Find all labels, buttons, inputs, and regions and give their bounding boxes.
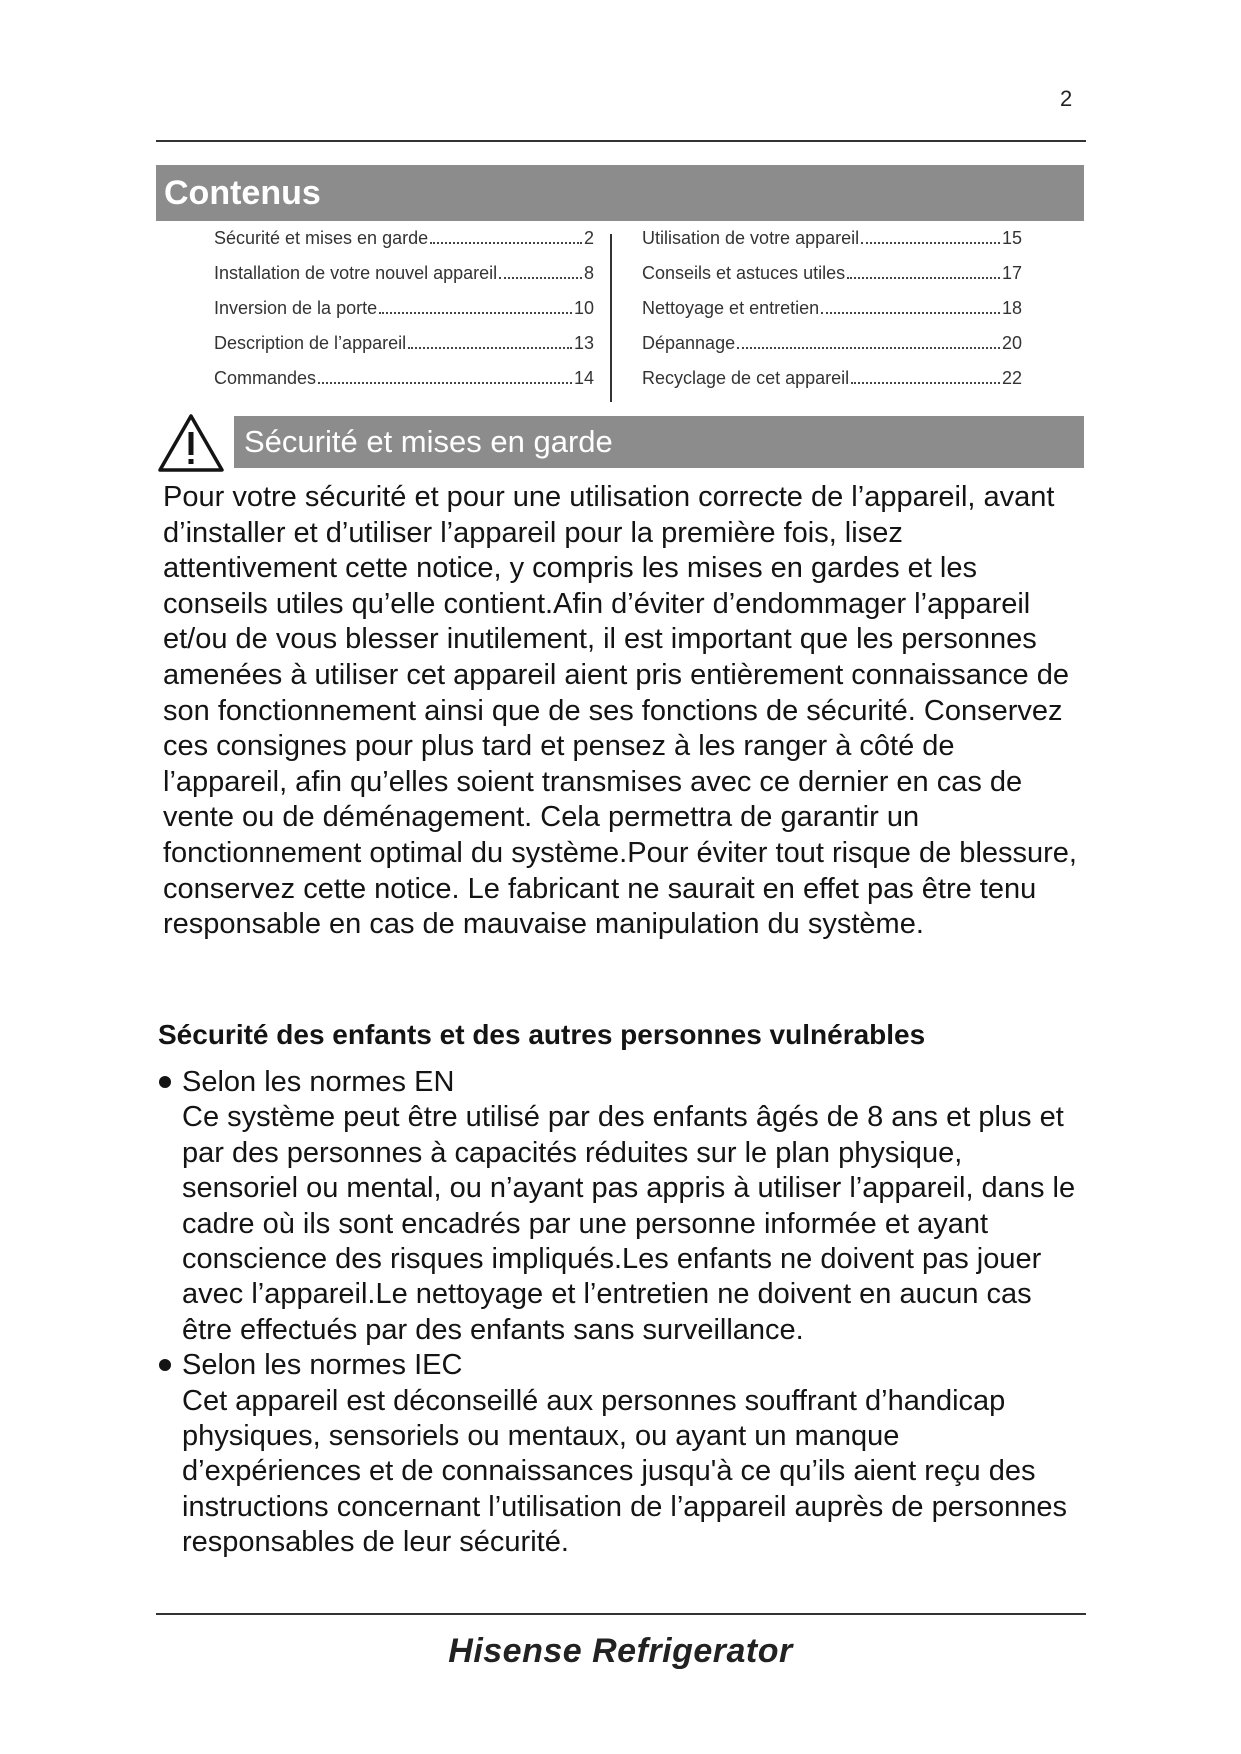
toc-entry[interactable] — [642, 228, 1022, 263]
toc-entry-label: Description de l’appareil — [214, 333, 407, 353]
toc-entry[interactable] — [214, 228, 594, 263]
bullet-icon — [159, 1359, 171, 1371]
toc-entry[interactable] — [214, 368, 594, 403]
toc-leader — [499, 277, 582, 279]
brand-logo: Hisense Refrigerator — [448, 1632, 793, 1670]
section-title: Sécurité et mises en garde — [234, 416, 1084, 468]
toc-entry-page: 20 — [1001, 333, 1022, 353]
bottom-divider — [156, 1613, 1086, 1615]
toc-entry-label: Inversion de la porte — [214, 298, 378, 318]
toc-entry-page: 17 — [1001, 263, 1022, 283]
page-number: 2 — [1060, 86, 1073, 111]
toc-entry-label: Conseils et astuces utiles — [642, 263, 846, 283]
toc-entry-label: Commandes — [214, 368, 317, 388]
toc-entry[interactable] — [642, 298, 1022, 333]
toc-left-column — [214, 228, 594, 403]
toc-leader — [430, 242, 582, 244]
toc-column-divider — [610, 234, 612, 402]
warning-triangle-icon — [156, 412, 226, 474]
toc-entry-label: Installation de votre nouvel appareil — [214, 263, 498, 283]
toc-leader — [821, 312, 1000, 314]
bullet-icon — [159, 1076, 171, 1088]
toc-entry-page: 8 — [583, 263, 594, 283]
intro-paragraph: Pour votre sécurité et pour une utilisation correcte de l’appareil, avant d’installer et d’utiliser l’appareil pour la première fois, lisez attentivement cette notice, y compris les mises en gardes et les conseils utiles qu’elle contient.Afin d’éviter d’endommager l’appareil et/ou de vous blesser inutilement, il est important que les personnes amenées à utiliser cet appareil aient pris entièrement connaissance de son fonctionnement ainsi que de ses fonctions de sécurité. Conservez ces consignes pour plus tard et pensez à les ranger à côté de l’appareil, afin qu’elles soient transmises avec ce dernier en cas de vente ou de déménagement. Cela permettra de garantir un fonctionnement optimal du système.Pour éviter tout risque de blessure, conservez cette notice. Le fabricant ne saurait en effet pas être tenu responsable en cas de mauvaise manipulation du système. — [163, 481, 1077, 941]
toc-right-column — [642, 228, 1022, 403]
table-of-contents — [214, 228, 1022, 400]
toc-entry-label: Recyclage de cet appareil — [642, 368, 850, 388]
bullet-text: Cet appareil est déconseillé aux personnes souffrant d’handicap physiques, sensoriels ou mentaux, ou ayant un manque d’expériences et de connaissances jusqu'à ce qu’ils aient reçu des instructions concernant l’utilisation de l’appareil auprès de personnes responsables de leur sécurité. — [182, 1384, 1068, 1559]
toc-entry-label: Dépannage — [642, 333, 736, 353]
contents-title: Contenus — [156, 165, 1084, 221]
toc-entry-page: 22 — [1001, 368, 1022, 388]
toc-entry-page: 18 — [1001, 298, 1022, 318]
bullet-item — [156, 1348, 1086, 1560]
bullet-title: Selon les normes IEC — [182, 1349, 463, 1382]
toc-leader — [318, 382, 572, 384]
toc-entry-page: 14 — [573, 368, 594, 388]
toc-entry-label: Nettoyage et entretien — [642, 298, 820, 318]
toc-entry-page: 13 — [573, 333, 594, 353]
toc-entry-page: 15 — [1001, 228, 1022, 248]
toc-entry[interactable] — [214, 263, 594, 298]
bullet-item — [156, 1065, 1086, 1348]
toc-leader — [847, 277, 1000, 279]
bullet-title: Selon les normes EN — [182, 1066, 455, 1098]
toc-leader — [379, 312, 572, 314]
subheading: Sécurité des enfants et des autres personnes vulnérables — [158, 1019, 926, 1050]
toc-entry-label: Sécurité et mises en garde — [214, 228, 429, 248]
toc-entry[interactable] — [642, 368, 1022, 403]
top-divider — [156, 140, 1086, 142]
toc-entry-page: 2 — [583, 228, 594, 248]
toc-entry[interactable] — [214, 333, 594, 368]
toc-leader — [851, 382, 1000, 384]
toc-entry-label: Utilisation de votre appareil — [642, 228, 860, 248]
toc-entry[interactable] — [642, 333, 1022, 368]
toc-leader — [737, 347, 1000, 349]
toc-entry[interactable] — [214, 298, 594, 333]
toc-entry[interactable] — [642, 263, 1022, 298]
bullet-list — [156, 1065, 1086, 1561]
toc-entry-page: 10 — [573, 298, 594, 318]
toc-leader — [408, 347, 572, 349]
toc-leader — [861, 242, 1000, 244]
bullet-text: Ce système peut être utilisé par des enfants âgés de 8 ans et plus et par des personnes à capacités réduites sur le plan physique, sensoriel ou mental, ou n’ayant pas appris à utiliser l’appareil, dans le cadre où ils sont encadrés par une personne informée et ayant conscience des risques impliqués.Les enfants ne doivent pas jouer avec l’appareil.Le nettoyage et l’entretien ne doivent en aucun cas être effectués par des enfants sans surveillance. — [182, 1101, 1076, 1346]
